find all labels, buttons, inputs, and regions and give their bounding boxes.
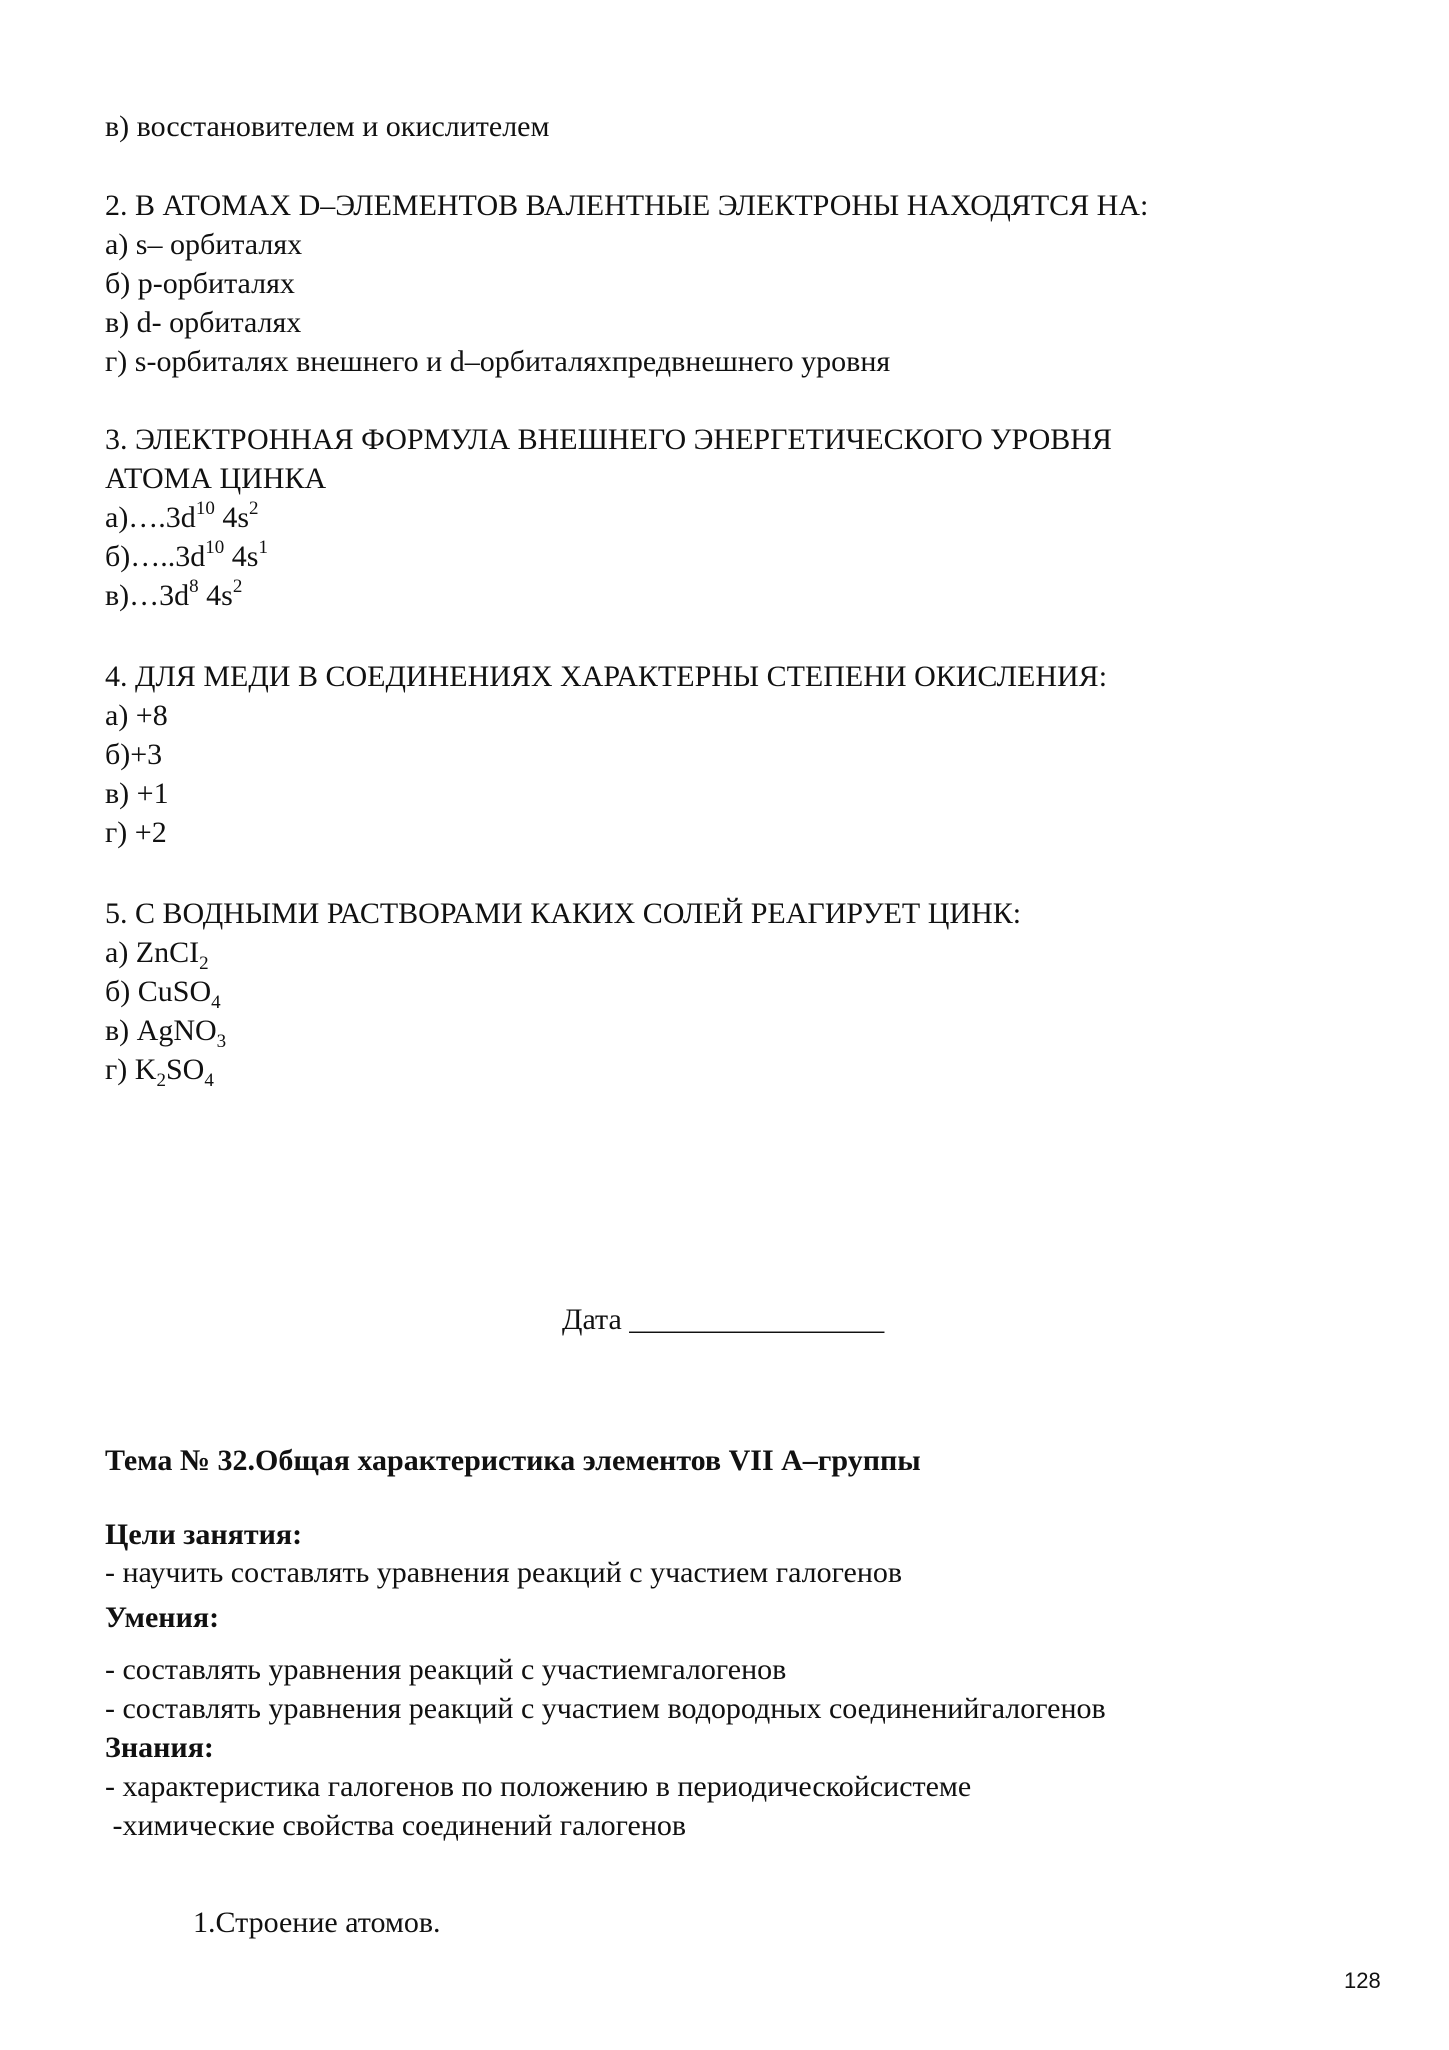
answer-option: б)+3 (105, 738, 163, 771)
answer-option: г) s-орбиталях внешнего и d–орбиталяхпредвнешнего уровня (105, 345, 891, 378)
answer-option: $а)\dots.3d^{10}$ $4s^2$ (105, 498, 259, 534)
answer-option: б) p-орбиталях (105, 267, 295, 300)
question-title: 5. С ВОДНЫМИ РАСТВОРАМИ КАКИХ СОЛЕЙ РЕАГИРУЕТ ЦИНК: (105, 897, 1022, 930)
answer-option: а) +8 (105, 699, 168, 732)
answer-option: а) s– орбиталях (105, 228, 303, 261)
topic-title: Тема № 32.Общая характеристика элементов VII А–группы (105, 1444, 921, 1477)
answer-option: $в)\dots 3d^8$ $4s^2$ (105, 576, 243, 612)
knowledge-item: - характеристика галогенов по положению в периодическойсистеме (105, 1770, 972, 1803)
question-title: 2. В АТОМАХ D–ЭЛЕМЕНТОВ ВАЛЕНТНЫЕ ЭЛЕКТРОНЫ НАХОДЯТСЯ НА: (105, 189, 1149, 222)
answer-option: в) AgNO$_3$ (105, 1014, 227, 1052)
carryover-answer: в) восстановителем и окислителем (105, 110, 550, 143)
answer-option: б) CuSO$_4$ (105, 975, 221, 1013)
answer-option: а) ZnCI$_2$ (105, 936, 209, 974)
page-number: 128 (1344, 1968, 1381, 1993)
answer-option: г) $K_2SO_4$ (105, 1053, 214, 1091)
section-heading: 1.Строение атомов. (193, 1906, 441, 1939)
answer-option: в) +1 (105, 777, 169, 810)
date-line: Дата _________________ (562, 1303, 885, 1336)
question-title: 4. ДЛЯ МЕДИ В СОЕДИНЕНИЯХ ХАРАКТЕРНЫ СТЕПЕНИ ОКИСЛЕНИЯ: (105, 660, 1108, 693)
question-title: 3. ЭЛЕКТРОННАЯ ФОРМУЛА ВНЕШНЕГО ЭНЕРГЕТИЧЕСКОГО УРОВНЯ (105, 423, 1112, 456)
answer-option: в) d- орбиталях (105, 306, 302, 339)
goals-item: - научить составлять уравнения реакций с участием галогенов (105, 1556, 903, 1589)
question-2 (105, 186, 1148, 381)
question-title-cont: АТОМА ЦИНКА (105, 462, 327, 495)
skills-item: - составлять уравнения реакций с участием водородных соединенийгалогенов (105, 1692, 1106, 1725)
knowledge-heading: Знания: (105, 1731, 214, 1764)
question-5 (105, 894, 1021, 1089)
knowledge-item: -химические свойства соединений галогенов (105, 1809, 687, 1842)
question-3 (105, 420, 1112, 615)
skills-heading: Умения: (105, 1601, 220, 1634)
answer-option: $б)\dots..3d^{10}$ $4s^1$ (105, 537, 268, 573)
goals-heading: Цели занятия: (105, 1518, 303, 1551)
question-4 (105, 657, 1107, 852)
answer-option: г) +2 (105, 816, 167, 849)
skills-item: - составлять уравнения реакций с участиемгалогенов (105, 1653, 787, 1686)
